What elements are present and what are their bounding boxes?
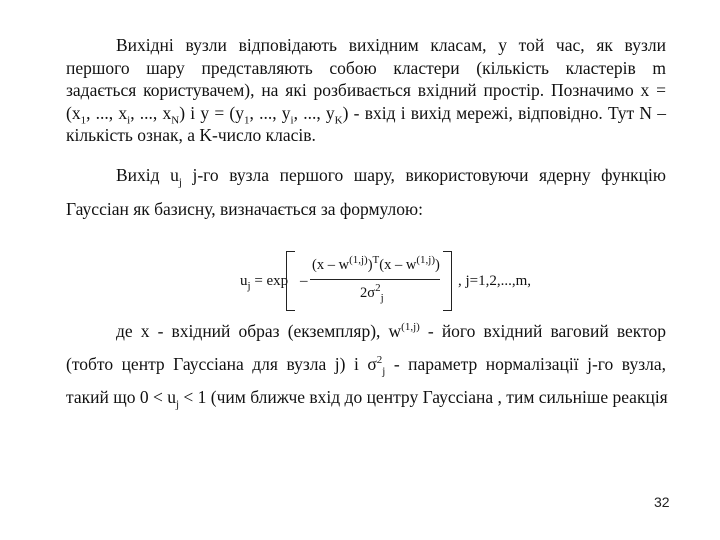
text-line: (тобто центр Гауссіана для вузла j) і $\sigma^2_j$ - параметр нормалізації j-го вузла, (66, 354, 666, 378)
paragraph-output-formula-intro (66, 164, 666, 220)
formula-numerator: $(x - w^{(1,j)})^T(x - w^{(1,j)})$ (312, 254, 440, 273)
text-line: Вихід $u_j$ j-го вузла першого шару, використовуючи ядерну функцію (116, 165, 666, 189)
gaussian-formula (240, 245, 560, 315)
formula-lhs: $u_j = \exp$ (240, 273, 289, 292)
minus-sign: – (300, 273, 308, 289)
formula-denominator: $2\sigma^2_j$ (360, 282, 384, 304)
text-line: де x - вхідний образ (екземпляр), $w^{(1,j)}$ - його вхідний ваговий вектор (116, 321, 666, 341)
fraction-bar (310, 279, 440, 280)
text-line: Гауссіан як базисну, визначається за формулою: (66, 198, 423, 219)
formula-rhs: , j=1,2,...,m, (458, 273, 532, 289)
text-line: Вихідні вузли відповідають вихідним класам, у той час, як вузли (116, 35, 666, 55)
text-line: задається користувачем), на які розбивається вхідний простір. Позначимо x = (66, 80, 666, 100)
text-line: кількість ознак, а K-число класів. (66, 125, 316, 145)
right-bracket (443, 251, 452, 311)
left-bracket (286, 251, 295, 311)
page-number: 32 (654, 494, 670, 510)
text-line: першого шару представляють собою кластери (кількість кластерів m (66, 57, 666, 78)
text-line-vectors: ($x_1$, ..., $x_i$, ..., $x_N$) і $y = (y_1$, ..., $y_i$, ..., $y_K$) - вхід і вихід мережі, відповідно. Тут N – (66, 102, 666, 126)
paragraph-output-nodes (66, 34, 666, 147)
paragraph-definitions (66, 320, 666, 409)
text-line: такий що $0 < u_j < 1$ (чим ближче вхід до центру Гауссіана , тим сильніше реакція (66, 387, 668, 411)
